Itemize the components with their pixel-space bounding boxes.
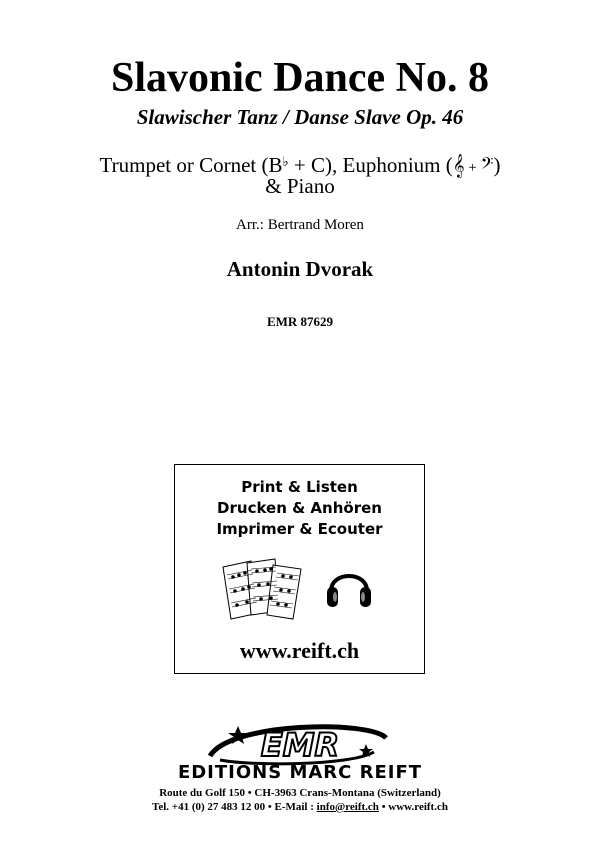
instrumentation-text-a: Trumpet or Cornet (B	[99, 153, 283, 177]
promo-line-english: Print & Listen	[241, 478, 358, 496]
composer: Antonin Dvorak	[226, 257, 374, 281]
promo-line-french: Imprimer & Ecouter	[216, 520, 383, 538]
emr-logo-text: EMR	[260, 726, 340, 764]
instrumentation-text-c: )	[493, 153, 501, 177]
subtitle: Slawischer Tanz / Danse Slave Op. 46	[136, 105, 464, 129]
publisher-contact	[0, 800, 600, 814]
publisher-address: Route du Golf 150 • CH-3963 Crans-Montana (Switzerland)	[159, 787, 441, 799]
headphones-icon	[325, 561, 373, 611]
sheet-music-icon	[221, 557, 311, 621]
instrumentation-line-2: & Piano	[265, 174, 335, 198]
arranger: Arr.: Bertrand Moren	[236, 217, 364, 233]
page-title: Slavonic Dance No. 8	[111, 55, 489, 101]
publisher-name: EDITIONS MARC REIFT	[177, 762, 423, 783]
catalog-number: EMR 87629	[266, 314, 334, 329]
email-link[interactable]: info@reift.ch	[316, 801, 379, 813]
treble-clef-icon: 𝄞	[452, 153, 465, 177]
flat-symbol-icon: ♭	[282, 154, 289, 169]
contact-suffix: • www.reift.ch	[378, 801, 448, 813]
clef-plus: +	[464, 160, 481, 176]
bass-clef-icon: 𝄢	[480, 153, 494, 177]
website-link[interactable]: www.reift.ch	[239, 638, 360, 663]
print-listen-box	[174, 464, 425, 674]
instrumentation-text-b: + C), Euphonium (	[288, 153, 453, 177]
promo-line-german: Drucken & Anhören	[217, 499, 382, 517]
contact-prefix: Tel. +41 (0) 27 483 12 00 • E-Mail :	[152, 801, 317, 813]
